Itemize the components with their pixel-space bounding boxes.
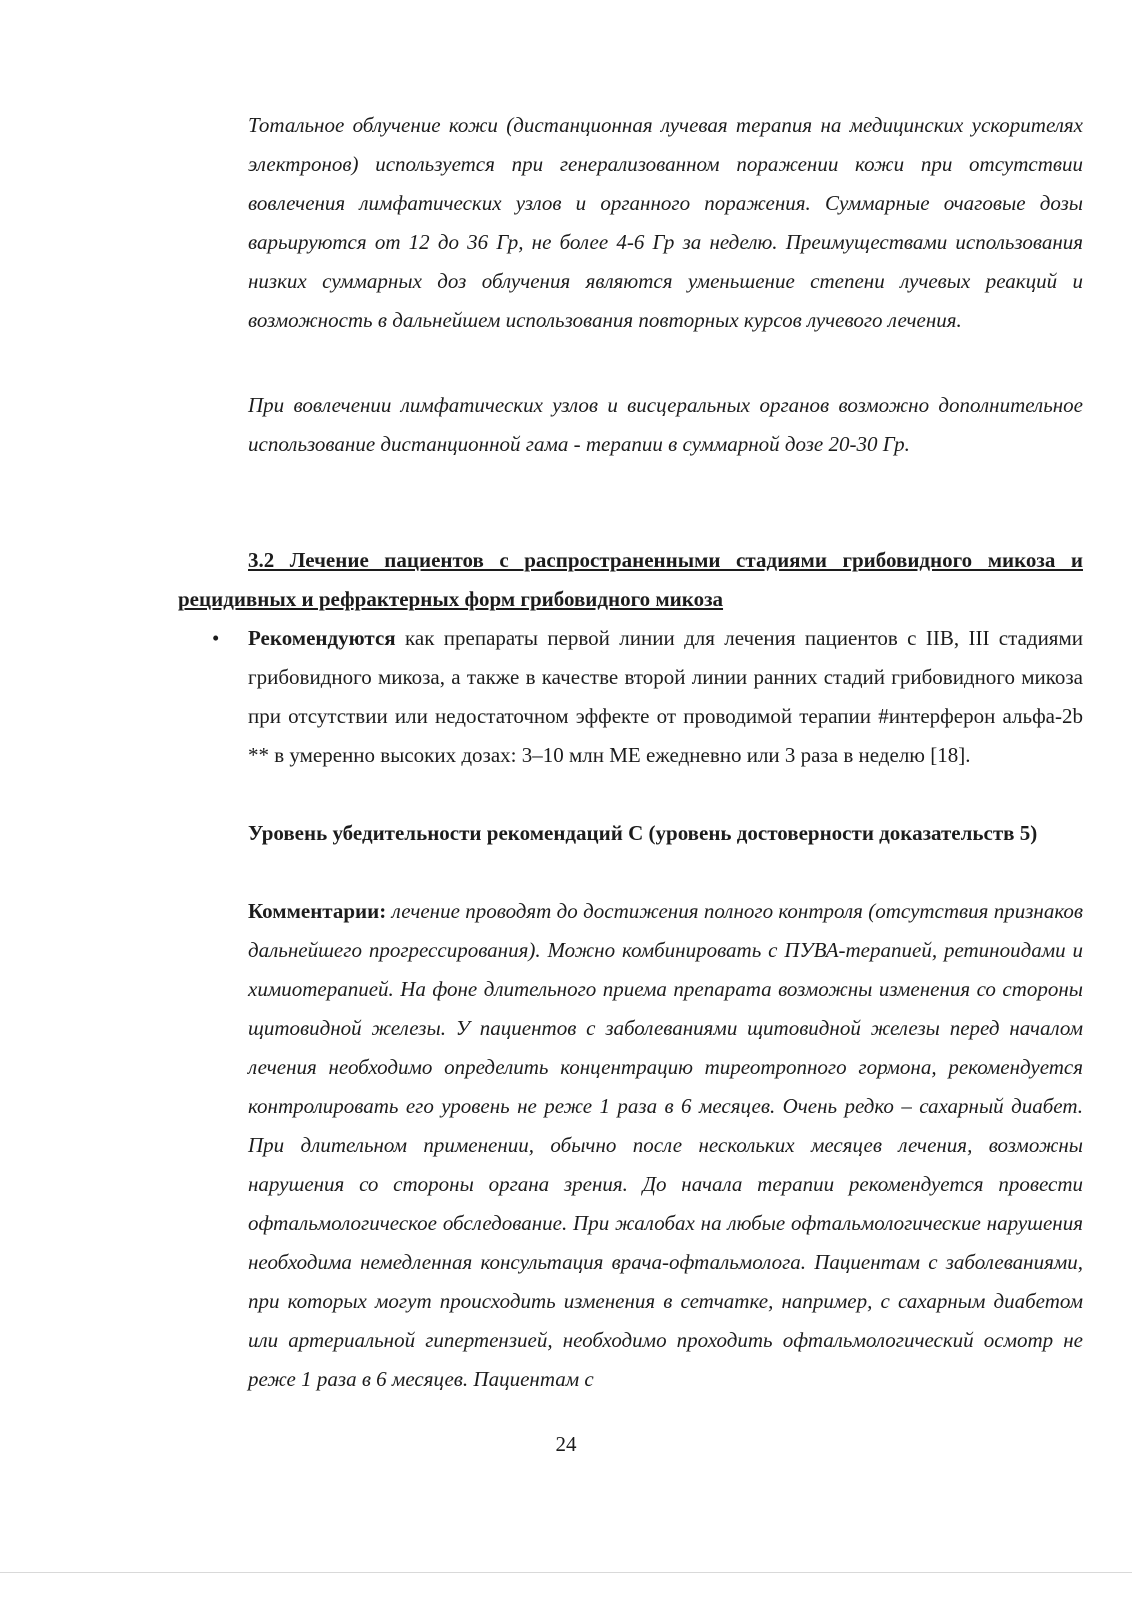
- paragraph-total-skin-irradiation: Тотальное облучение кожи (дистанционная лучевая терапия на медицинских ускорителях электронов) используется при генерализованном поражении кожи при отсутствии вовлечения лимфатических узлов и органного поражения. Суммарные очаговые дозы варьируются от 12 до 36 Гр, не более 4-6 Гр за неделю. Преимуществами использования низких суммарных доз облучения являются уменьшение степени лучевых реакций и возможность в дальнейшем использования повторных курсов лучевого лечения.: [248, 113, 1083, 332]
- comments-paragraph: [248, 892, 1083, 1399]
- evidence-level: Уровень убедительности рекомендаций С (уровень достоверности доказательств 5): [248, 821, 1038, 845]
- page-number: 24: [555, 1432, 577, 1456]
- recommendation-lead: Рекомендуются: [248, 626, 396, 650]
- section-heading-text: 3.2 Лечение пациентов с распространенными стадиями грибовидного микоза и рецидивных и рефрактерных форм грибовидного микоза: [178, 548, 1083, 611]
- scan-edge-line: [0, 1572, 1132, 1573]
- section-heading: [178, 541, 1083, 619]
- recommendation-text: как препараты первой линии для лечения пациентов с IIВ, III стадиями грибовидного микоза, а также в качестве второй линии ранних стадий грибовидного микоза при отсутствии или недостаточном эффекте от проводимой терапии #интерферон альфа-2b ** в умеренно высоких дозах: 3–10 млн МЕ ежедневно или 3 раза в неделю [18].: [248, 626, 1083, 767]
- comments-label: Комментарии:: [248, 899, 387, 923]
- paragraph-lymph-node-involvement: При вовлечении лимфатических узлов и висцеральных органов возможно дополнительное использование дистанционной гама - терапии в суммарной дозе 20-30 Гр.: [248, 393, 1083, 456]
- recommendation-list: [212, 619, 1083, 775]
- bullet-icon: •: [212, 626, 220, 650]
- comments-text: лечение проводят до достижения полного контроля (отсутствия признаков дальнейшего прогрессирования). Можно комбинировать с ПУВА-терапией, ретиноидами и химиотерапией. На фоне длительного приема препарата возможны изменения со стороны щитовидной железы. У пациентов с заболеваниями щитовидной железы перед началом лечения необходимо определить концентрацию тиреотропного гормона, рекомендуется контролировать его уровень не реже 1 раза в 6 месяцев. Очень редко – сахарный диабет. При длительном применении, обычно после нескольких месяцев лечения, возможны нарушения со стороны органа зрения. До начала терапии рекомендуется провести офтальмологическое обследование. При жалобах на любые офтальмологические нарушения необходима немедленная консультация врача-офтальмолога. Пациентам с заболеваниями, при которых могут происходить изменения в сетчатке, например, с сахарным диабетом или артериальной гипертензией, необходимо проходить офтальмологический осмотр не реже 1 раза в 6 месяцев. Пациентам с: [248, 899, 1083, 1391]
- recommendation-item: [212, 619, 1083, 775]
